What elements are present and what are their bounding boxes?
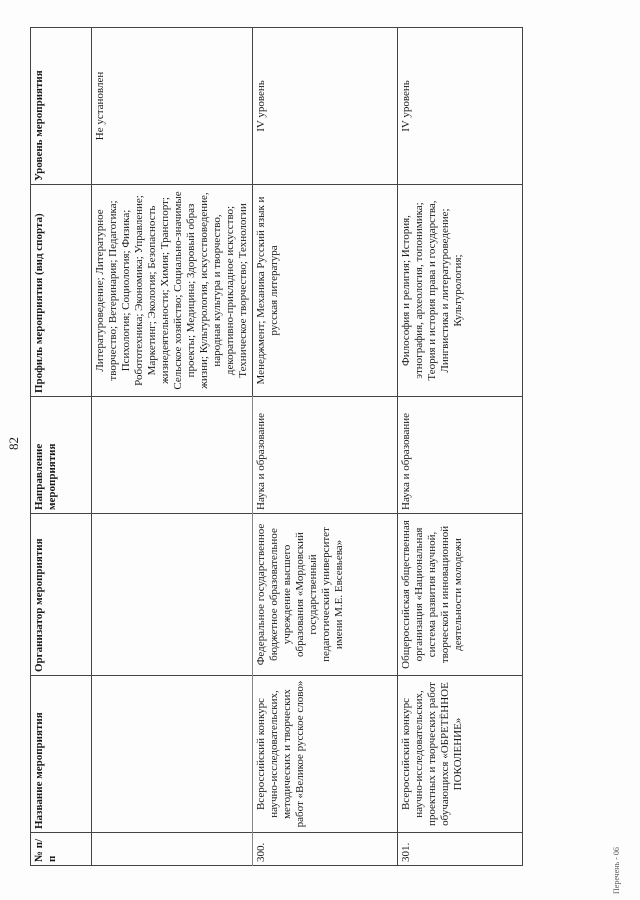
cell-organizer <box>92 514 253 676</box>
cell-organizer: Общероссийская общественная организация «Национальная система развития научной, творческой и инновационной деятельности молодежи <box>398 514 523 676</box>
cell-name: Всероссийский конкурс научно-исследовательских, проектных и творческих работ обучающихся «ОБРЕТЁННОЕ ПОКОЛЕНИЕ» <box>398 676 523 833</box>
cell-direction: Наука и образование <box>253 397 398 514</box>
header-name: Название мероприятия <box>31 676 92 833</box>
cell-direction <box>92 397 253 514</box>
header-num: № п/п <box>31 833 92 866</box>
cell-level: Не установлен <box>92 28 253 185</box>
cell-profile: Философия и религия; История, этнография, археология, топонимика; Теория и история права и государства, Лингвистика и литературоведение; Культурология; <box>398 185 523 397</box>
cell-profile: Литературоведение; Литературное творчество; Ветеринария; Педагогика; Психология; Социология; Физика; Робототехника; Экономика; Управление; Маркетинг; Экология; Безопасность жизнедеятельности; Химия; Транспорт; Сельское хозяйство; Социально-значимые проекты; Медицина; Здоровый образ жизни; Культурология, искусствоведение, народная культура и творчество, декоративно-прикладное искусство; Техническое творчество; Технологии <box>92 185 253 397</box>
cell-name <box>92 676 253 833</box>
cell-num <box>92 833 253 866</box>
footer-note: Перечень - 06 <box>612 847 621 894</box>
cell-name: Всероссийский конкурс научно-исследовательских, методических и творческих работ «Великое русское слово» <box>253 676 398 833</box>
page-number: 82 <box>6 437 21 450</box>
header-direction: Направление мероприятия <box>31 397 92 514</box>
header-organizer: Организатор мероприятия <box>31 514 92 676</box>
table-row <box>253 28 398 866</box>
cell-organizer: Федеральное государственное бюджетное образовательное учреждение высшего образования «Мордовский государственный педагогический университет имени М.Е. Евсевьева» <box>253 514 398 676</box>
cell-direction: Наука и образование <box>398 397 523 514</box>
cell-num: 301. <box>398 833 523 866</box>
cell-profile: Менеджмент; Механика Русский язык и русская литература <box>253 185 398 397</box>
header-profile: Профиль мероприятия (вид спорта) <box>31 185 92 397</box>
cell-level: IV уровень <box>253 28 398 185</box>
table-row-continued <box>92 28 253 866</box>
events-table <box>30 27 523 866</box>
cell-level: IV уровень <box>398 28 523 185</box>
table-header-row <box>31 28 92 866</box>
table-row <box>398 28 523 866</box>
header-level: Уровень мероприятия <box>31 28 92 185</box>
cell-num: 300. <box>253 833 398 866</box>
